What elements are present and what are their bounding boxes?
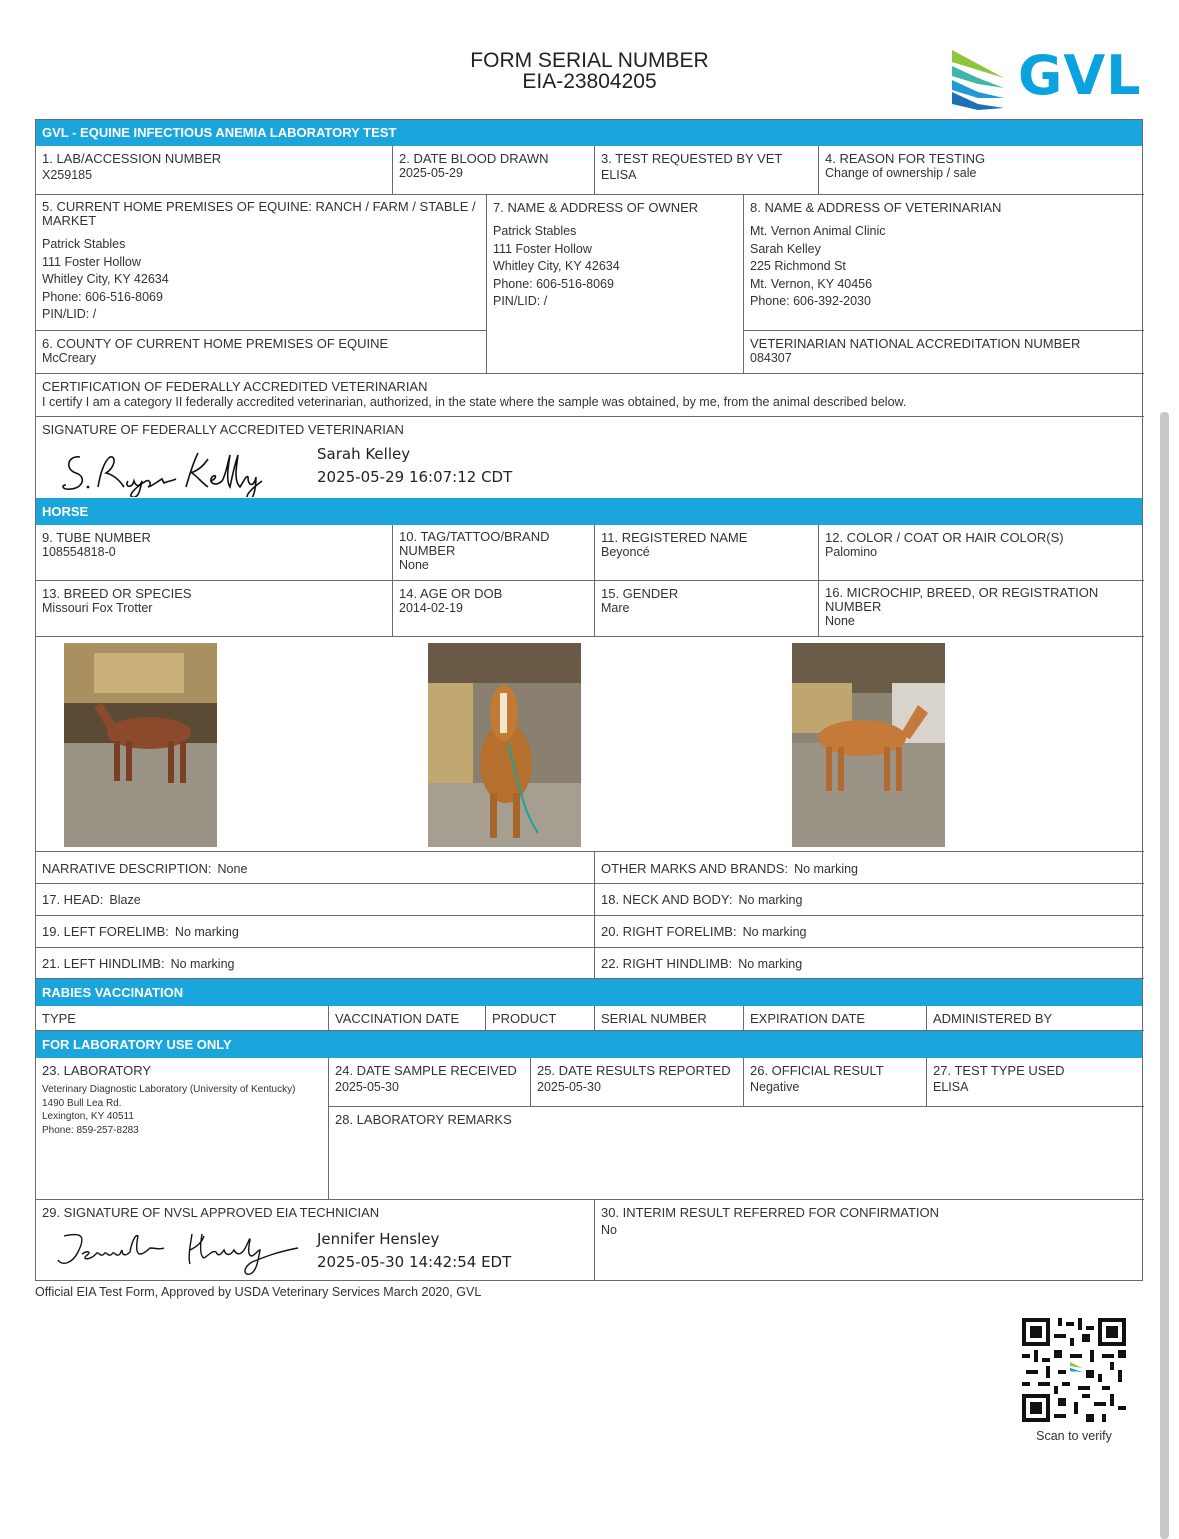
gender-cell: [595, 581, 819, 637]
premises-line: Whitley City, KY 42634: [42, 272, 169, 286]
neck-body-label: 18. NECK AND BODY:: [601, 892, 733, 907]
tube-number-cell: [36, 525, 393, 581]
owner-line: 111 Foster Hollow: [493, 241, 592, 256]
qr-caption: Scan to verify: [1036, 1429, 1112, 1443]
test-type-value: ELISA: [933, 1080, 969, 1094]
date-received-value: 2025-05-30: [335, 1080, 399, 1094]
main-title-band: GVL - EQUINE INFECTIOUS ANEMIA LABORATORY TEST: [36, 120, 1142, 146]
breed-cell: [36, 581, 393, 637]
lab-accession-cell: [36, 146, 393, 195]
interim-result-value: No: [601, 1223, 617, 1237]
owner-label: 7. NAME & ADDRESS OF OWNER: [493, 200, 699, 215]
head-label: 17. HEAD:: [42, 892, 104, 907]
age-value: 2014-02-19: [399, 601, 463, 615]
vet-line: Mt. Vernon, KY 40456: [750, 276, 873, 291]
vet-line: Phone: 606-392-2030: [750, 294, 871, 308]
accreditation-cell: [744, 331, 1144, 374]
rabies-col-label: TYPE: [42, 1011, 76, 1026]
official-result-cell: [744, 1058, 927, 1107]
registered-name-value: Beyoncé: [601, 545, 650, 559]
owner-line: Phone: 606-516-8069: [493, 276, 614, 291]
tech-signature-cell: [36, 1200, 595, 1281]
date-drawn-cell: [393, 146, 595, 195]
premises-line: 111 Foster Hollow: [42, 254, 141, 269]
laboratory-line: Veterinary Diagnostic Laboratory (University of Kentucky): [42, 1084, 296, 1095]
vet-line: Sarah Kelley: [750, 241, 821, 256]
laboratory-line: 1490 Bull Lea Rd.: [42, 1097, 122, 1109]
date-drawn-label: 2. DATE BLOOD DRAWN: [399, 151, 549, 166]
qr-code-icon: [1022, 1318, 1126, 1422]
owner-cell: [487, 195, 744, 374]
interim-result-label: 30. INTERIM RESULT REFERRED FOR CONFIRMATION: [601, 1205, 940, 1220]
tech-signature-timestamp: 2025-05-30 14:42:54 EDT: [317, 1253, 512, 1271]
laboratory-cell: [36, 1058, 329, 1200]
tag-number-value: None: [399, 558, 429, 572]
test-type-label: 27. TEST TYPE USED: [933, 1063, 1065, 1078]
rabies-col-type: [36, 1006, 329, 1031]
rabies-col-serial: [595, 1006, 744, 1031]
microchip-cell: [819, 581, 1144, 637]
left-hindlimb-value: No marking: [170, 957, 235, 971]
right-hindlimb-cell: [595, 948, 1144, 979]
test-requested-value: ELISA: [601, 168, 637, 182]
verification-qr-code[interactable]: [1022, 1318, 1126, 1422]
vet-signature-block: [317, 443, 512, 489]
tech-handwritten-signature: [52, 1228, 312, 1280]
left-forelimb-label: 19. LEFT FORELIMB:: [42, 924, 169, 939]
reason-value: Change of ownership / sale: [825, 166, 977, 180]
rabies-col-vaccination-date: [329, 1006, 486, 1031]
rabies-col-label: ADMINISTERED BY: [933, 1011, 1053, 1026]
right-forelimb-label: 20. RIGHT FORELIMB:: [601, 924, 737, 939]
date-reported-label: 25. DATE RESULTS REPORTED: [537, 1063, 731, 1078]
rabies-col-label: VACCINATION DATE: [335, 1011, 460, 1026]
narrative-label: NARRATIVE DESCRIPTION:: [42, 861, 212, 876]
laboratory-address: [42, 1083, 322, 1137]
other-marks-cell: [595, 852, 1144, 884]
breed-label: 13. BREED OR SPECIES: [42, 586, 192, 601]
tag-number-label: 10. TAG/TATTOO/BRAND NUMBER: [399, 529, 550, 558]
premises-label: 5. CURRENT HOME PREMISES OF EQUINE: RANCH / FARM / STABLE / MARKET: [42, 199, 476, 228]
date-reported-value: 2025-05-30: [537, 1080, 601, 1094]
rabies-col-administered: [927, 1006, 1144, 1031]
county-label: 6. COUNTY OF CURRENT HOME PREMISES OF EQUINE: [42, 336, 389, 351]
date-received-label: 24. DATE SAMPLE RECEIVED: [335, 1063, 517, 1078]
gender-value: Mare: [601, 601, 630, 615]
gvl-chevron-icon: [948, 48, 1010, 110]
horse-photo-side-right[interactable]: [792, 643, 945, 847]
premises-cell: [36, 195, 487, 331]
interim-result-cell: [595, 1200, 1144, 1281]
owner-line: Patrick Stables: [493, 224, 577, 238]
head-cell: [36, 884, 595, 916]
gvl-logo-text: GVL: [1018, 44, 1142, 107]
accreditation-label: VETERINARIAN NATIONAL ACCREDITATION NUMBER: [750, 336, 1081, 351]
reason-label: 4. REASON FOR TESTING: [825, 151, 986, 166]
microchip-value: None: [825, 614, 855, 628]
color-cell: [819, 525, 1144, 581]
rabies-col-label: PRODUCT: [492, 1011, 557, 1026]
horse-photo-side-left[interactable]: [64, 643, 217, 847]
lab-band: FOR LABORATORY USE ONLY: [36, 1031, 1142, 1058]
premises-address: [42, 236, 480, 324]
official-result-label: 26. OFFICIAL RESULT: [750, 1063, 884, 1078]
gender-label: 15. GENDER: [601, 586, 679, 601]
vet-signature-label: SIGNATURE OF FEDERALLY ACCREDITED VETERINARIAN: [42, 422, 404, 437]
color-value: Palomino: [825, 545, 878, 559]
gvl-logo: [948, 44, 1148, 110]
horse-photos-cell: [36, 637, 1144, 852]
breed-value: Missouri Fox Trotter: [42, 601, 153, 615]
reason-cell: [819, 146, 1144, 195]
rabies-col-expiration: [744, 1006, 927, 1031]
tech-signature-label: 29. SIGNATURE OF NVSL APPROVED EIA TECHNICIAN: [42, 1205, 380, 1220]
registered-name-cell: [595, 525, 819, 581]
test-requested-label: 3. TEST REQUESTED BY VET: [601, 151, 783, 166]
certification-label: CERTIFICATION OF FEDERALLY ACCREDITED VETERINARIAN: [42, 379, 428, 394]
vet-signature-cell: [36, 417, 1144, 497]
rabies-col-product: [486, 1006, 595, 1031]
tag-number-cell: [393, 525, 595, 581]
premises-line: PIN/LID: /: [42, 307, 97, 321]
premises-line: Phone: 606-516-8069: [42, 289, 163, 304]
certification-text: I certify I am a category II federally accredited veterinarian, authorized, in the state where the sample was obtained, by me, from the animal described below.: [42, 395, 907, 409]
owner-line: PIN/LID: /: [493, 294, 548, 308]
test-requested-cell: [595, 146, 819, 195]
laboratory-label: 23. LABORATORY: [42, 1063, 152, 1078]
left-hindlimb-label: 21. LEFT HINDLIMB:: [42, 956, 165, 971]
other-marks-value: No marking: [794, 862, 859, 876]
neck-body-value: No marking: [738, 893, 803, 907]
test-type-cell: [927, 1058, 1144, 1107]
right-hindlimb-value: No marking: [738, 957, 803, 971]
vet-address: [750, 223, 1138, 311]
form-serial-label: FORM SERIAL NUMBER: [470, 49, 709, 72]
vet-signature-name: Sarah Kelley: [317, 445, 411, 463]
age-cell: [393, 581, 595, 637]
head-value: Blaze: [109, 893, 141, 907]
horse-photo-front[interactable]: [428, 643, 581, 847]
date-reported-cell: [531, 1058, 744, 1107]
rabies-col-label: SERIAL NUMBER: [601, 1011, 707, 1026]
lab-accession-label: 1. LAB/ACCESSION NUMBER: [42, 151, 222, 166]
neck-body-cell: [595, 884, 1144, 916]
other-marks-label: OTHER MARKS AND BRANDS:: [601, 861, 789, 876]
right-forelimb-cell: [595, 916, 1144, 948]
age-label: 14. AGE OR DOB: [399, 586, 503, 601]
vet-cell: [744, 195, 1144, 331]
horse-band: HORSE: [36, 498, 1142, 525]
left-forelimb-cell: [36, 916, 595, 948]
right-forelimb-value: No marking: [742, 925, 807, 939]
vertical-scrollbar[interactable]: [1160, 412, 1169, 1539]
narrative-value: None: [217, 862, 248, 876]
owner-line: Whitley City, KY 42634: [493, 259, 620, 273]
registered-name-label: 11. REGISTERED NAME: [601, 530, 748, 545]
laboratory-line: Phone: 859-257-8283: [42, 1124, 139, 1136]
color-label: 12. COLOR / COAT OR HAIR COLOR(S): [825, 530, 1064, 545]
right-hindlimb-label: 22. RIGHT HINDLIMB:: [601, 956, 733, 971]
certification-cell: [36, 374, 1144, 417]
laboratory-line: Lexington, KY 40511: [42, 1111, 134, 1122]
county-value: McCreary: [42, 351, 97, 365]
vet-handwritten-signature: [58, 447, 298, 497]
tech-signature-name: Jennifer Hensley: [317, 1230, 440, 1248]
owner-address: [493, 223, 737, 311]
rabies-col-label: EXPIRATION DATE: [750, 1011, 866, 1026]
rabies-band: RABIES VACCINATION: [36, 979, 1142, 1006]
tube-number-label: 9. TUBE NUMBER: [42, 530, 151, 545]
left-forelimb-value: No marking: [174, 925, 239, 939]
date-drawn-value: 2025-05-29: [399, 166, 463, 180]
vet-line: Mt. Vernon Animal Clinic: [750, 224, 886, 238]
lab-accession-value: X259185: [42, 168, 93, 182]
footer-approval-text: Official EIA Test Form, Approved by USDA Veterinary Services March 2020, GVL: [35, 1285, 482, 1299]
vet-signature-timestamp: 2025-05-29 16:07:12 CDT: [317, 468, 513, 486]
form-serial-number: EIA-23804205: [522, 70, 657, 93]
date-received-cell: [329, 1058, 531, 1107]
official-result-value: Negative: [750, 1080, 800, 1094]
county-cell: [36, 331, 487, 374]
tech-signature-block: [317, 1228, 511, 1274]
lab-remarks-cell: [329, 1107, 1144, 1200]
vet-label: 8. NAME & ADDRESS OF VETERINARIAN: [750, 200, 1002, 215]
eia-form: [35, 119, 1143, 1281]
accreditation-value: 084307: [750, 351, 792, 365]
premises-line: Patrick Stables: [42, 237, 126, 251]
vet-line: 225 Richmond St: [750, 259, 846, 273]
tube-number-value: 108554818-0: [42, 545, 116, 559]
microchip-label: 16. MICROCHIP, BREED, OR REGISTRATION NUMBER: [825, 585, 1099, 614]
narrative-cell: [36, 852, 595, 884]
lab-remarks-label: 28. LABORATORY REMARKS: [335, 1112, 512, 1127]
left-hindlimb-cell: [36, 948, 595, 979]
